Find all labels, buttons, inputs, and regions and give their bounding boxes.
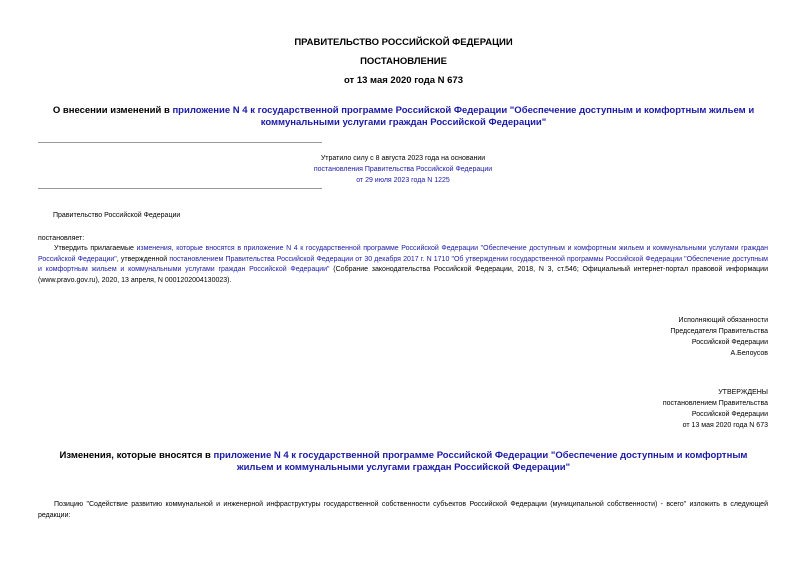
approval-line4: от 13 мая 2020 года N 673 [682,422,768,429]
changes-heading-prefix: Изменения, которые вносятся в [59,450,214,461]
expired-note [300,153,506,186]
divider-bottom [38,188,322,189]
signatory-name: А.Белоусов [730,350,768,357]
signature-line2: Председателя Правительства [670,328,768,335]
signature-line3: Российской Федерации [691,339,768,346]
decree-title-prefix: О внесении изменений в [52,105,173,116]
changes-heading [45,450,762,474]
approval-paragraph-text3: (Собрание законодательства Российской Федерации, 2018, N 3, ст.546; Официальный интернет-портал правовой информации (www.pravo.gov.ru), 2020, 13 апреля, N 0001202004130023). [38,266,768,284]
decree-1710-link[interactable]: постановлением Правительства Российской Федерации от 30 декабря 2017 г. N 1710 "Об утверждении государственной программы Российской Федерации "Обеспечение доступным и комфортным жильем и коммунальными услугами граждан Российской Федерации" [38,255,768,273]
approval-block [600,387,768,431]
government-label: Правительство Российской Федерации [53,212,181,219]
doc-type-heading: ПОСТАНОВЛЕНИЕ [360,56,447,67]
decree-date: от 13 мая 2020 года N 673 [343,75,464,86]
changes-link[interactable]: изменения, которые вносятся в приложение N 4 к государственной программе Российской Федерации "Обеспечение доступным и комфортным жильем и коммунальными услугами граждан Российской Федерации" [38,245,768,263]
signature-block [600,315,768,359]
approval-paragraph [38,244,768,286]
divider-top [38,142,322,143]
changes-heading-link[interactable]: приложение N 4 к государственной программе Российской Федерации "Обеспечение доступным и комфортным жильем и коммунальными услугами граждан Российской Федерации" [213,450,748,473]
approval-paragraph-text2: , утвержденной [116,255,170,263]
signature-line1: Исполняющий обязанности [678,317,768,324]
expired-note-link-line2[interactable]: постановления Правительства Российской Федерации [313,166,493,173]
appendix-link[interactable]: приложение N 4 к государственной программе Российской Федерации "Обеспечение доступным и комфортным жильем и коммунальными услугами граждан Российской Федерации" [172,105,755,128]
approval-paragraph-text1: Утвердить прилагаемые [54,245,137,252]
approval-line1: УТВЕРЖДЕНЫ [718,389,768,396]
position-paragraph: Позицию "Содействие развитию коммунальной и инженерной инфраструктуры государственной собственности субъектов Российской Федерации (муниципальной собственности) - всего" изложить в следующей редакции: [38,501,768,519]
decrees-label: постановляет: [38,235,85,242]
org-heading: ПРАВИТЕЛЬСТВО РОССИЙСКОЙ ФЕДЕРАЦИИ [294,37,513,48]
expired-note-line1: Утратило силу с 8 августа 2023 года на основании [320,155,486,162]
expired-note-link-line3[interactable]: от 29 июля 2023 года N 1225 [356,177,450,184]
approval-line3: Российской Федерации [691,411,768,418]
approval-line2: постановлением Правительства [662,400,768,407]
decree-title [30,105,777,129]
